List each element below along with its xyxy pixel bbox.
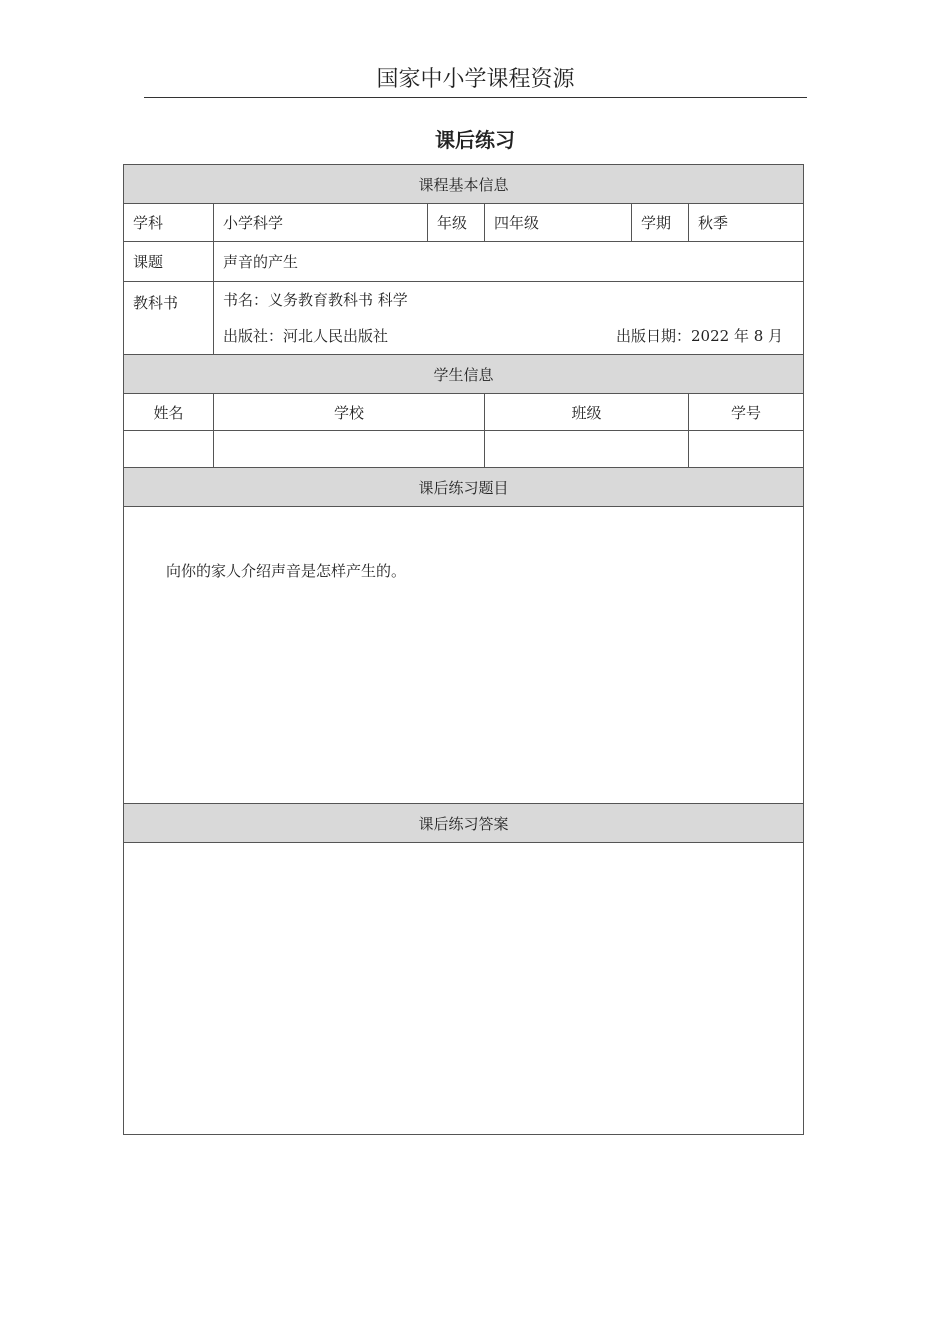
topic-label: 课题 bbox=[124, 242, 214, 282]
student-school-header: 学校 bbox=[214, 394, 485, 431]
term-label: 学期 bbox=[632, 204, 689, 242]
publish-date: 出版日期：2022 年 8 月 bbox=[616, 327, 784, 345]
course-info-section-title: 课程基本信息 bbox=[124, 165, 804, 204]
student-name-cell[interactable] bbox=[124, 431, 214, 468]
page-header: 国家中小学课程资源 bbox=[144, 62, 807, 98]
term-value: 秋季 bbox=[689, 204, 804, 242]
publisher: 出版社：河北人民出版社 bbox=[223, 327, 389, 345]
student-info-section-title: 学生信息 bbox=[124, 355, 804, 394]
textbook-publisher-line bbox=[223, 318, 794, 354]
answer-section-title: 课后练习答案 bbox=[124, 804, 804, 843]
subject-value: 小学科学 bbox=[214, 204, 428, 242]
exercise-question-area bbox=[124, 507, 804, 804]
answer-area[interactable] bbox=[124, 843, 804, 1135]
student-school-cell[interactable] bbox=[214, 431, 485, 468]
student-id-header: 学号 bbox=[689, 394, 804, 431]
exercise-table bbox=[123, 164, 804, 1135]
subject-label: 学科 bbox=[124, 204, 214, 242]
textbook-name: 书名：义务教育教科书 科学 bbox=[223, 291, 408, 309]
document-title: 课后练习 bbox=[435, 128, 515, 152]
exercise-section-title: 课后练习题目 bbox=[124, 468, 804, 507]
student-class-header: 班级 bbox=[485, 394, 689, 431]
student-name-header: 姓名 bbox=[124, 394, 214, 431]
textbook-label: 教科书 bbox=[124, 282, 214, 355]
topic-value: 声音的产生 bbox=[214, 242, 804, 282]
textbook-details bbox=[214, 282, 804, 355]
exercise-question: 向你的家人介绍声音是怎样产生的。 bbox=[166, 562, 407, 580]
student-id-cell[interactable] bbox=[689, 431, 804, 468]
grade-label: 年级 bbox=[428, 204, 485, 242]
student-class-cell[interactable] bbox=[485, 431, 689, 468]
grade-value: 四年级 bbox=[485, 204, 632, 242]
